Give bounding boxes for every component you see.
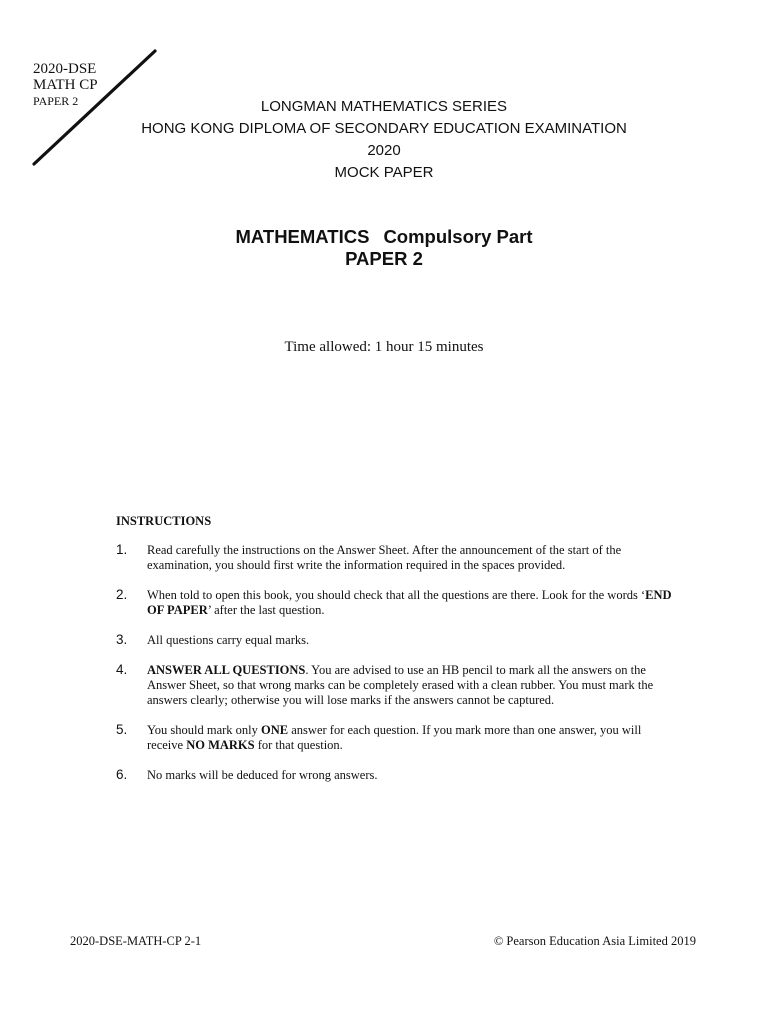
instruction-number: 1.	[116, 542, 128, 557]
instruction-item	[116, 633, 676, 648]
instructions-list	[116, 543, 676, 798]
instruction-text: for that question.	[254, 738, 343, 752]
instruction-item	[116, 768, 676, 783]
instruction-emphasis: NO MARKS	[186, 738, 255, 752]
instruction-number: 4.	[116, 662, 128, 677]
instruction-text: You should mark only	[147, 723, 262, 737]
instruction-number: 5.	[116, 722, 128, 737]
instruction-text: ’ after the last question.	[207, 603, 325, 617]
corner-line-3: PAPER 2	[33, 94, 79, 108]
exam-name: HONG KONG DIPLOMA OF SECONDARY EDUCATION EXAMINATION	[141, 120, 627, 137]
instruction-text: All questions carry equal marks.	[147, 633, 310, 647]
instruction-text: Read carefully the instructions on the Answer Sheet. After the announcement of the start of the examination, you should first write the information required in the spaces provided.	[147, 543, 622, 572]
instruction-emphasis: END OF PAPER	[147, 588, 672, 617]
instruction-number: 6.	[116, 767, 128, 782]
instruction-item	[116, 588, 676, 618]
instruction-text: answer for each question. If you mark more than one answer, you will receive	[147, 723, 642, 752]
instruction-number: 3.	[116, 632, 128, 647]
exam-header	[0, 96, 768, 184]
instruction-text: . You are advised to use an HB pencil to mark all the answers on the Answer Sheet, so that wrong marks can be completely erased with a clean rubber. You must mark the answers clearly; otherwise you will lose marks if the answers cannot be captured.	[147, 663, 654, 707]
instruction-item	[116, 723, 676, 753]
paper-title	[0, 226, 768, 270]
instruction-emphasis: ANSWER ALL QUESTIONS	[147, 663, 306, 677]
instructions-heading: INSTRUCTIONS	[116, 514, 212, 528]
subject-part: Compulsory Part	[383, 226, 533, 247]
corner-line-1: 2020-DSE	[33, 61, 97, 77]
exam-year: 2020	[367, 142, 401, 159]
paper-type: MOCK PAPER	[334, 164, 434, 181]
instruction-text: When told to open this book, you should check that all the questions are there. Look for the words ‘	[147, 588, 646, 602]
instruction-number: 2.	[116, 587, 128, 602]
instruction-item	[116, 543, 676, 573]
subject-name: MATHEMATICS	[235, 226, 370, 247]
instruction-text: No marks will be deduced for wrong answers.	[147, 768, 378, 782]
instruction-item	[116, 663, 676, 708]
series-name: LONGMAN MATHEMATICS SERIES	[260, 98, 508, 115]
paper-number: PAPER 2	[345, 248, 423, 269]
footer-copyright: © Pearson Education Asia Limited 2019	[493, 934, 696, 948]
corner-line-2: MATH CP	[33, 77, 98, 93]
instruction-emphasis: ONE	[261, 723, 289, 737]
footer-page-code: 2020-DSE-MATH-CP 2-1	[70, 934, 202, 948]
time-allowed: Time allowed: 1 hour 15 minutes	[284, 339, 484, 355]
